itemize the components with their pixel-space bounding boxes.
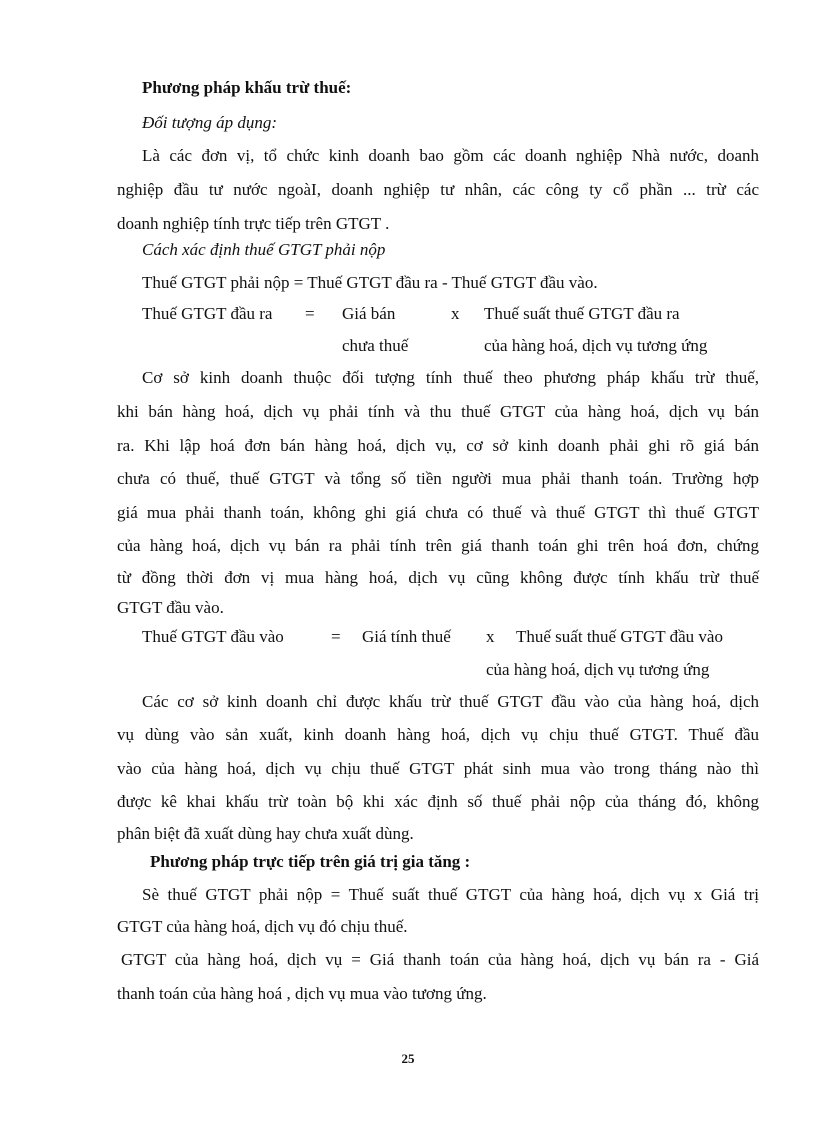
formula-main: Thuế GTGT phải nộp = Thuế GTGT đầu ra - Thuế GTGT đầu vào.	[142, 273, 598, 292]
paragraph-line: GTGT đầu vào.	[117, 598, 224, 617]
paragraph-line: GTGT của hàng hoá, dịch vụ = Giá thanh toán của hàng hoá, dịch vụ bán ra - Giá	[121, 950, 759, 969]
paragraph-line: GTGT của hàng hoá, dịch vụ đó chịu thuế.	[117, 917, 408, 936]
paragraph-line: Sè thuế GTGT phải nộp = Thuế suất thuế GTGT của hàng hoá, dịch vụ x Giá trị	[142, 885, 759, 904]
formula-term: Giá bán	[342, 304, 396, 323]
heading-khau-tru: Phương pháp khấu trừ thuế:	[142, 78, 352, 97]
paragraph-line: Các cơ sở kinh doanh chỉ được khấu trừ thuế GTGT đầu vào của hàng hoá, dịch	[142, 692, 759, 711]
paragraph-line: vụ dùng vào sản xuất, kinh doanh hàng hoá, dịch vụ chịu thuế GTGT. Thuế đầu	[117, 725, 759, 744]
formula-term: Thuế suất thuế GTGT đầu ra	[484, 304, 680, 323]
paragraph-line: ra. Khi lập hoá đơn bán hàng hoá, dịch vụ, cơ sở kinh doanh phải ghi rõ giá bán	[117, 436, 759, 455]
formula-term: Thuế suất thuế GTGT đầu vào	[516, 627, 723, 646]
formula-term: của hàng hoá, dịch vụ tương ứng	[486, 660, 710, 679]
paragraph-line: phân biệt đã xuất dùng hay chưa xuất dùng.	[117, 824, 414, 843]
equals-sign: =	[305, 304, 315, 323]
heading-truc-tiep: Phương pháp trực tiếp trên giá trị gia tăng :	[150, 852, 471, 871]
paragraph-line: giá mua phải thanh toán, không ghi giá chưa có thuế và thuế GTGT thì thuế GTGT	[117, 503, 759, 522]
formula-term: chưa thuế	[342, 336, 409, 355]
paragraph-line: vào của hàng hoá, dịch vụ chịu thuế GTGT phát sinh mua vào trong tháng nào thì	[117, 759, 759, 778]
paragraph-line: của hàng hoá, dịch vụ bán ra phải tính trên giá thanh toán ghi trên hoá đơn, chứng	[117, 536, 759, 555]
multiply-sign: x	[486, 627, 495, 646]
paragraph-line: được kê khai khấu trừ toàn bộ khi xác định số thuế phải nộp của tháng đó, không	[117, 792, 759, 811]
page-number: 25	[401, 1051, 415, 1066]
paragraph-line: khi bán hàng hoá, dịch vụ phải tính và thu thuế GTGT của hàng hoá, dịch vụ bán	[117, 402, 759, 421]
formula-dau-vao-label: Thuế GTGT đầu vào	[142, 627, 284, 646]
paragraph-line: nghiệp đầu tư nước ngoàI, doanh nghiệp tư nhân, các công ty cổ phần ... trừ các	[117, 180, 759, 199]
cach-xac-dinh-title: Cách xác định thuế GTGT phải nộp	[142, 240, 386, 259]
formula-term: của hàng hoá, dịch vụ tương ứng	[484, 336, 708, 355]
paragraph-line: doanh nghiệp tính trực tiếp trên GTGT .	[117, 214, 390, 233]
equals-sign: =	[331, 627, 341, 646]
paragraph-line: Là các đơn vị, tổ chức kinh doanh bao gồm các doanh nghiệp Nhà nước, doanh	[142, 146, 759, 165]
paragraph-line: Cơ sở kinh doanh thuộc đối tượng tính thuế theo phương pháp khấu trừ thuế,	[142, 368, 759, 387]
doi-tuong-title: Đối tượng áp dụng:	[142, 113, 277, 132]
paragraph-line: chưa có thuế, thuế GTGT và tổng số tiền người mua phải thanh toán. Trường hợp	[117, 469, 759, 488]
paragraph-line: từ đồng thời đơn vị mua hàng hoá, dịch vụ cũng không được tính khấu trừ thuế	[117, 568, 759, 587]
multiply-sign: x	[451, 304, 460, 323]
formula-dau-ra-label: Thuế GTGT đầu ra	[142, 304, 273, 323]
formula-term: Giá tính thuế	[362, 627, 451, 646]
paragraph-line: thanh toán của hàng hoá , dịch vụ mua vào tương ứng.	[117, 984, 487, 1003]
